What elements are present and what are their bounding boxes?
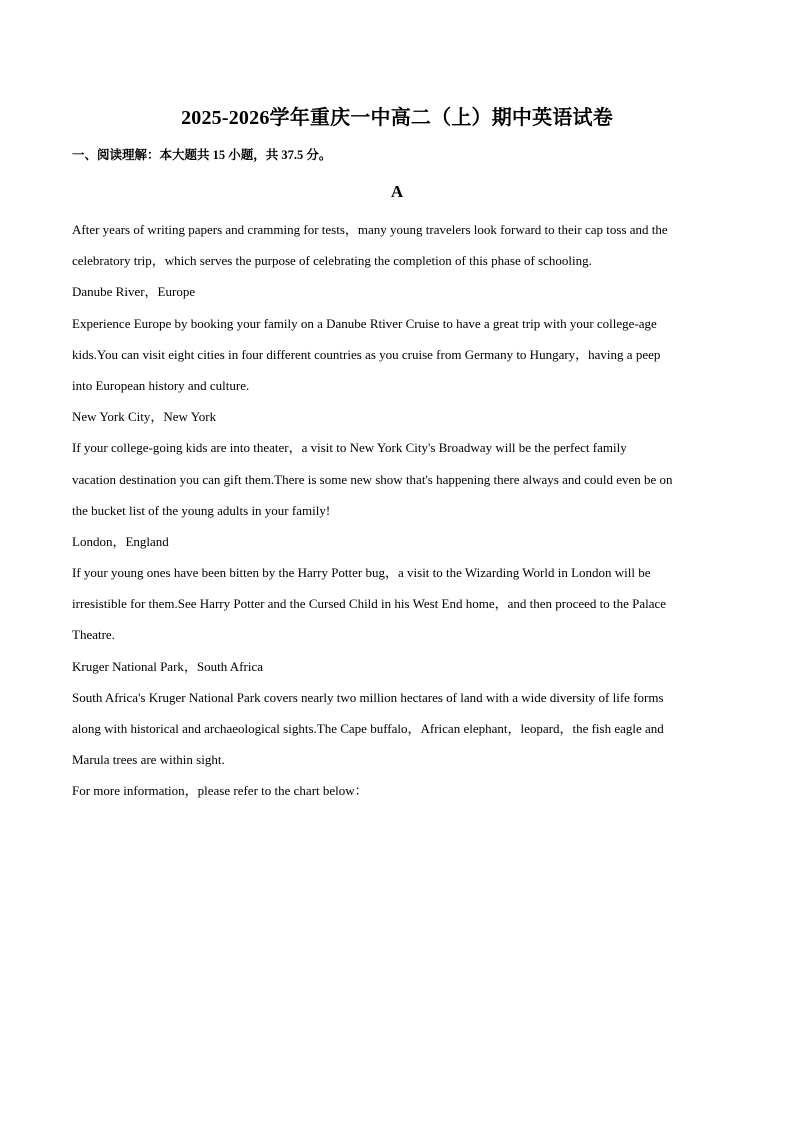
passage-line: the bucket list of the young adults in your family! [72,502,331,518]
passage-line: Experience Europe by booking your family on a Danube Rtiver Cruise to have a great trip with your college-age [72,315,657,331]
passage-line: Theatre. [72,627,115,643]
destination-heading: Danube River，Europe [72,284,196,300]
reading-passage [72,214,724,807]
destination-heading: London，England [72,533,169,549]
passage-line: For more information，please refer to the chart below： [72,783,368,799]
passage-line: along with historical and archaeological sights.The Cape buffalo，African elephant，leopard，the fish eagle and [72,721,664,736]
passage-line: If your college-going kids are into theater，a visit to New York City's Broadway will be the perfect family [72,440,627,456]
passage-line: If your young ones have been bitten by the Harry Potter bug，a visit to the Wizarding World in London will be [72,565,651,581]
passage-line: vacation destination you can gift them.There is some new show that's happening there always and could even be on [72,471,673,487]
passage-line: irresistible for them.See Harry Potter and the Cursed Child in his West End home，and then proceed to the Palace [72,596,667,612]
passage-letter: A [390,182,404,201]
passage-line: into European history and culture. [72,377,250,393]
passage-line: South Africa's Kruger National Park covers nearly two million hectares of land with a wide diversity of life forms [72,689,664,705]
destination-heading: New York City，New York [72,409,217,425]
section-instruction: 一、阅读理解：本大题共 15 小题，共 37.5 分。 [72,148,332,162]
passage-line: Marula trees are within sight. [72,752,225,768]
passage-line: kids.You can visit eight cities in four different countries as you cruise from Germany to Hungary，having a peep [72,346,661,362]
passage-line: celebratory trip，which serves the purpose of celebrating the completion of this phase of schooling. [72,253,592,269]
destination-heading: Kruger National Park，South Africa [72,658,263,674]
passage-line: After years of writing papers and cramming for tests，many young travelers look forward to their cap toss and the [72,222,668,237]
exam-title: 2025-2026学年重庆一中高二（上）期中英语试卷 [181,107,613,129]
